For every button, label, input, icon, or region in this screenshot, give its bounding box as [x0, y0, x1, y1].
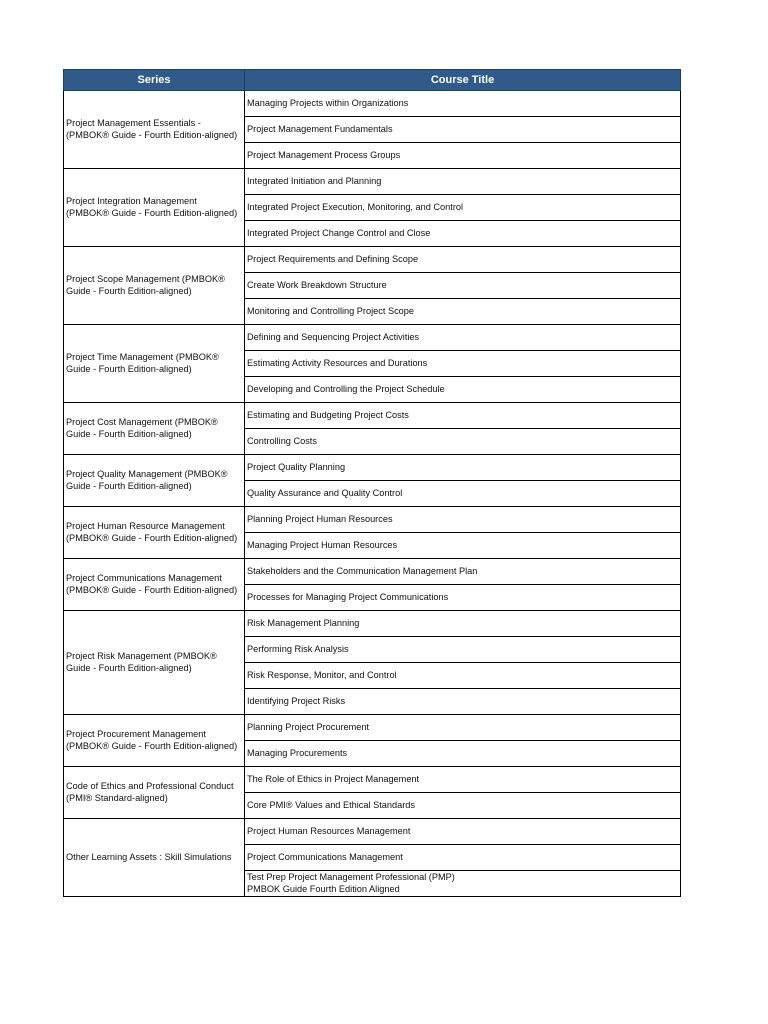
course-title-cell: [245, 845, 681, 871]
table-row: [64, 169, 681, 195]
course-title-text: Monitoring and Controlling Project Scope: [247, 305, 414, 316]
course-title-text: Project Requirements and Defining Scope: [247, 253, 419, 264]
course-title-cell: [245, 299, 681, 325]
series-cell: Project Integration Management (PMBOK® Guide - Fourth Edition-aligned): [64, 169, 245, 247]
course-title-cell: [245, 741, 681, 767]
course-table: [63, 69, 681, 897]
course-title-text: Integrated Project Change Control and Close: [247, 227, 431, 238]
course-title-cell: [245, 351, 681, 377]
table-row: [64, 819, 681, 845]
course-title-cell: [245, 377, 681, 403]
course-title-text: Processes for Managing Project Communications: [247, 591, 449, 602]
course-title-text: Controlling Costs: [247, 435, 317, 446]
course-title-cell: [245, 715, 681, 741]
course-title-cell: [245, 273, 681, 299]
course-title-text: Risk Management Planning: [247, 617, 360, 628]
course-title-text: Performing Risk Analysis: [247, 643, 349, 654]
course-title-cell: [245, 507, 681, 533]
course-title-cell: [245, 429, 681, 455]
course-title-text: Core PMI® Values and Ethical Standards: [247, 799, 415, 810]
course-title-cell: [245, 793, 681, 819]
course-title-cell: [245, 559, 681, 585]
course-title-cell: [245, 169, 681, 195]
course-title-cell: [245, 585, 681, 611]
table-row: [64, 767, 681, 793]
course-title-text: Integrated Project Execution, Monitoring, and Control: [247, 201, 464, 212]
series-cell: Project Time Management (PMBOK® Guide - Fourth Edition-aligned): [64, 325, 245, 403]
course-title-cell: [245, 455, 681, 481]
series-cell: Project Communications Management (PMBOK® Guide - Fourth Edition-aligned): [64, 559, 245, 611]
course-title-cell: [245, 117, 681, 143]
course-title-text: Project Human Resources Management: [247, 825, 411, 836]
course-title-cell: [245, 637, 681, 663]
course-title-text: Planning Project Procurement: [247, 721, 370, 732]
course-title-header: Course Title: [245, 70, 681, 91]
course-title-cell: [245, 689, 681, 715]
course-title-text: Managing Procurements: [247, 747, 348, 758]
table-row: [64, 325, 681, 351]
course-title-text: Create Work Breakdown Structure: [247, 279, 387, 290]
course-title-cell: [245, 91, 681, 117]
course-title-cell: [245, 247, 681, 273]
course-title-text: Risk Response, Monitor, and Control: [247, 669, 397, 680]
table-row: [64, 91, 681, 117]
series-cell: Project Risk Management (PMBOK® Guide - Fourth Edition-aligned): [64, 611, 245, 715]
table-row: [64, 455, 681, 481]
series-cell: Project Human Resource Management (PMBOK® Guide - Fourth Edition-aligned): [64, 507, 245, 559]
course-title-cell: [245, 221, 681, 247]
course-title-text: The Role of Ethics in Project Management: [247, 773, 420, 784]
course-title-text: Project Quality Planning: [247, 461, 346, 472]
series-header: Series: [64, 70, 245, 91]
course-title-cell: [245, 325, 681, 351]
series-cell: Project Scope Management (PMBOK® Guide - Fourth Edition-aligned): [64, 247, 245, 325]
course-title-text: Identifying Project Risks: [247, 695, 346, 706]
course-title-cell: [245, 195, 681, 221]
course-title-text: Planning Project Human Resources: [247, 513, 393, 524]
course-title-cell: [245, 481, 681, 507]
course-title-cell: [245, 403, 681, 429]
course-title-cell: [245, 871, 681, 897]
series-cell: Project Procurement Management (PMBOK® Guide - Fourth Edition-aligned): [64, 715, 245, 767]
table-row: [64, 507, 681, 533]
course-title-cell: [245, 767, 681, 793]
course-title-text: Quality Assurance and Quality Control: [247, 487, 403, 498]
table-row: [64, 715, 681, 741]
course-title-cell: [245, 819, 681, 845]
course-title-text: Estimating and Budgeting Project Costs: [247, 409, 409, 420]
course-title-cell: [245, 143, 681, 169]
course-title-text: Estimating Activity Resources and Durations: [247, 357, 428, 368]
course-title-text: Project Management Process Groups: [247, 149, 401, 160]
course-title-cell: [245, 663, 681, 689]
course-title-text: Project Management Fundamentals: [247, 123, 393, 134]
table-row: [64, 611, 681, 637]
series-cell: Other Learning Assets : Skill Simulations: [64, 819, 245, 897]
series-cell: Project Management Essentials - (PMBOK® Guide - Fourth Edition-aligned): [64, 91, 245, 169]
table-row: [64, 403, 681, 429]
series-cell: Code of Ethics and Professional Conduct (PMI® Standard-aligned): [64, 767, 245, 819]
course-title-text: Developing and Controlling the Project Schedule: [247, 383, 445, 394]
course-title-text: Managing Project Human Resources: [247, 539, 398, 550]
course-title-cell: [245, 533, 681, 559]
course-title-text: Managing Projects within Organizations: [247, 97, 409, 108]
table-row: [64, 559, 681, 585]
course-title-text: Stakeholders and the Communication Management Plan: [247, 565, 478, 576]
header-row: [64, 70, 681, 91]
course-title-text: Integrated Initiation and Planning: [247, 175, 382, 186]
series-cell: Project Cost Management (PMBOK® Guide - Fourth Edition-aligned): [64, 403, 245, 455]
course-title-text: Defining and Sequencing Project Activities: [247, 331, 420, 342]
course-title-cell: [245, 611, 681, 637]
table-body: [64, 91, 681, 897]
course-title-text: Project Communications Management: [247, 851, 403, 862]
series-cell: Project Quality Management (PMBOK® Guide - Fourth Edition-aligned): [64, 455, 245, 507]
table-row: [64, 247, 681, 273]
course-title-text: Test Prep Project Management Professional (PMP) PMBOK Guide Fourth Edition Aligned: [247, 872, 455, 894]
